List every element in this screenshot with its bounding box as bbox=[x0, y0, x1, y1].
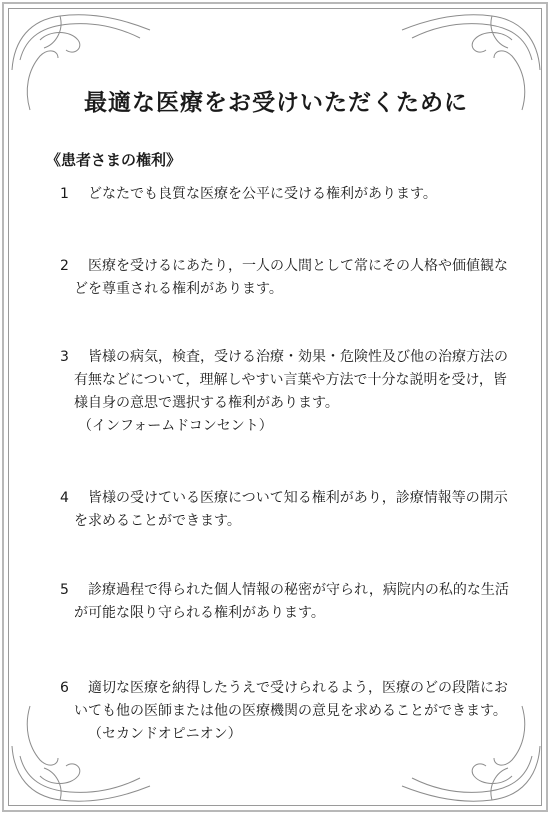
list-item bbox=[60, 579, 510, 625]
item-text: 適切な医療を納得したうえで受けられるよう，医療のどの段階においても他の医師または他の医療機関の意見を求めることができます。 bbox=[74, 680, 508, 719]
page-title: 最適な医療をお受けいただくために bbox=[84, 90, 468, 116]
list-item bbox=[60, 255, 510, 301]
item-number: 5 bbox=[60, 582, 69, 598]
item-number: 6 bbox=[60, 680, 69, 696]
list-item bbox=[60, 346, 510, 438]
item-text: 医療を受けるにあたり，一人の人間として常にその人格や価値観などを尊重される権利があります。 bbox=[74, 258, 508, 297]
list-item bbox=[60, 487, 510, 533]
item-note: （セカンドオピニオン） bbox=[88, 726, 242, 742]
item-text: どなたでも良質な医療を公平に受ける権利があります。 bbox=[88, 186, 437, 202]
item-number: 2 bbox=[60, 258, 69, 274]
item-number: 1 bbox=[60, 186, 69, 202]
item-note: （インフォームドコンセント） bbox=[78, 418, 273, 434]
list-item bbox=[60, 677, 510, 746]
item-text: 診療過程で得られた個人情報の秘密が守られ，病院内の私的な生活が可能な限り守られる権利があります。 bbox=[74, 582, 509, 621]
section-heading: 《患者さまの権利》 bbox=[46, 151, 182, 169]
item-text: 皆様の病気，検査，受ける治療・効果・危険性及び他の治療方法の有無などについて，理解しやすい言葉や方法で十分な説明を受け，皆様自身の意思で選択する権利があります。 bbox=[74, 349, 508, 411]
item-number: 4 bbox=[60, 490, 69, 506]
list-item bbox=[60, 183, 510, 206]
item-text: 皆様の受けている医療について知る権利があり，診療情報等の開示を求めることができます。 bbox=[74, 490, 508, 529]
item-number: 3 bbox=[60, 349, 69, 365]
